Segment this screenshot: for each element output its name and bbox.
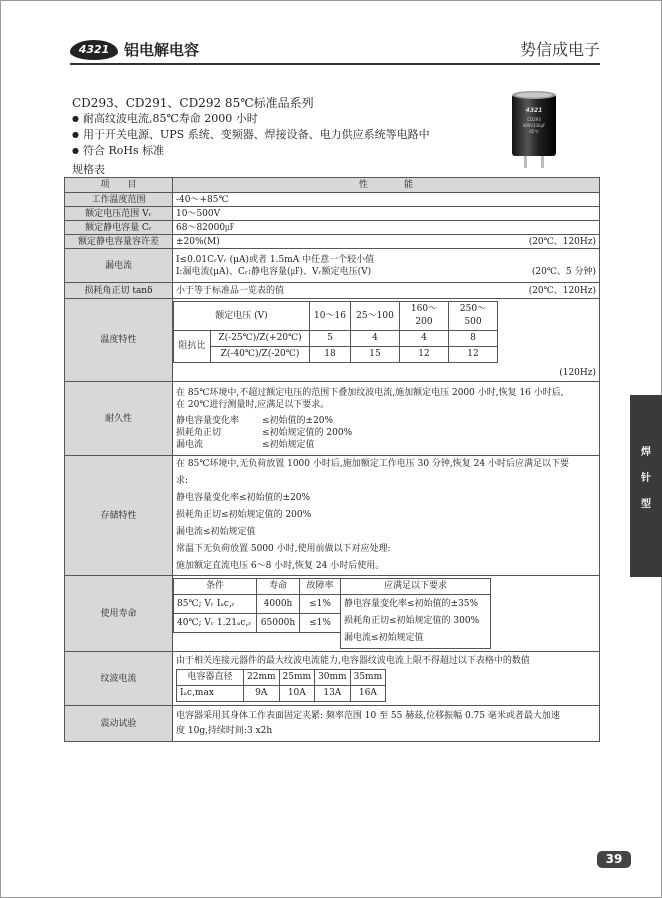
life-requirement: 损耗角正切≤初始规定值的 300% — [344, 616, 480, 626]
spec-table-label: 规格表 — [72, 163, 105, 176]
life-condition: 40℃; Vᵣ 1.21ₐc,ᵣ — [174, 614, 257, 633]
tolerance-value: ±20%(M) — [176, 236, 220, 247]
spec-row-storage — [65, 456, 600, 576]
impedance-row-label: Z(-25℃)/Z(+20℃) — [211, 331, 310, 347]
tan-delta-cell — [173, 283, 600, 299]
life-head: 故障率 — [300, 579, 341, 595]
storage-text: 在 85℃环境中,无负荷放置 1000 小时后,施加额定工作电压 30 分钟,恢复 24 小时后应满足以下要 — [176, 459, 569, 469]
feature-bullet: ● 用于开关电源、UPS 系统、变频器、焊接设备、电力供应系统等电路中 — [72, 127, 430, 143]
spec-row-temp — [65, 193, 600, 207]
spec-row-endurance — [65, 382, 600, 456]
endurance-cell — [173, 382, 600, 456]
capacitor-rating: 400V330μF — [522, 123, 546, 128]
tolerance-cell — [173, 235, 600, 249]
temp-char-cell — [173, 299, 600, 382]
spec-row-tan-delta — [65, 283, 600, 299]
life-failure-rate: ≤1% — [300, 614, 341, 633]
life-table — [173, 578, 491, 649]
endurance-label: 耐久性 — [65, 382, 173, 456]
spec-row-ripple — [65, 652, 600, 706]
life-hours: 4000h — [257, 595, 300, 614]
life-head: 寿命 — [257, 579, 300, 595]
spec-table — [64, 177, 600, 742]
company-name: 势信成电子 — [519, 40, 600, 59]
vibration-text: 电容器采用其身体工作表面固定夹紧: 频率范围 10 至 55 赫兹,位移振幅 0.75 毫米或者最大加速 — [176, 710, 560, 721]
storage-text: 漏电流≤初始规定值 — [176, 527, 256, 537]
ripple-label: 纹波电流 — [65, 652, 173, 706]
ripple-current: 9A — [244, 686, 280, 702]
storage-text: 常温下无负荷放置 5000 小时,使用前做以下对应处理: — [176, 544, 391, 554]
storage-text: 施加额定直流电压 6～8 小时,恢复 24 小时后使用。 — [176, 561, 385, 571]
vibration-cell — [173, 706, 600, 742]
ripple-cell — [173, 652, 600, 706]
impedance-row-label: Z(-40℃)/Z(-20℃) — [211, 347, 310, 363]
feature-bullet: ● 耐高纹波电流,85℃寿命 2000 小时 — [72, 111, 430, 127]
spec-header-row — [65, 178, 600, 193]
tolerance-condition: (20℃、120Hz) — [528, 236, 596, 247]
ripple-diameter: 35mm — [350, 670, 386, 686]
impedance-value: 4 — [400, 331, 449, 347]
temp-char-label: 温度特性 — [65, 299, 173, 382]
series-title: CD293、CD291、CD292 85℃标准品系列 — [72, 96, 314, 110]
tan-delta-condition: (20℃、120Hz) — [528, 285, 596, 296]
storage-text: 静电容量变化率≤初始值的±20% — [176, 493, 311, 503]
side-tab-char: 型 — [641, 499, 651, 510]
ripple-current-label: Iₐc,max — [177, 686, 244, 702]
life-head: 应满足以下要求 — [341, 579, 491, 595]
life-failure-rate: ≤1% — [300, 595, 341, 614]
endurance-text: 在 20℃进行测量时,应满足以下要求。 — [176, 399, 330, 410]
capacitance-label: 额定静电容量 Cᵣ — [65, 221, 173, 235]
endurance-item-name: 损耗角正切 — [176, 427, 222, 438]
capacitor-image — [510, 90, 558, 170]
life-requirements — [341, 595, 491, 649]
page-number: 39 — [597, 851, 631, 868]
tolerance-label: 额定静电容量容许差 — [65, 235, 173, 249]
impedance-value: 5 — [310, 331, 351, 347]
life-condition: 85℃; Vᵣ Iₐc,ᵣ — [174, 595, 257, 614]
tan-delta-label: 损耗角正切 tanδ — [65, 283, 173, 299]
vibration-text: 度 10g,持续时间:3 x2h — [176, 725, 273, 736]
storage-label: 存储特性 — [65, 456, 173, 576]
capacitor-model: CD293 — [527, 117, 541, 122]
ripple-diameter: 22mm — [244, 670, 280, 686]
capacitor-brand: 4321 — [525, 107, 543, 114]
impedance-value: 8 — [449, 331, 498, 347]
endurance-item-value: ≤初始规定值的 200% — [262, 427, 353, 438]
storage-cell — [173, 456, 600, 576]
temp-char-voltage-head: 额定电压 (V) — [174, 302, 310, 331]
tan-delta-value: 小于等于标准品一览表的值 — [176, 285, 285, 296]
endurance-text: 在 85℃环境中,不超过额定电压的范围下叠加纹波电流,施加额定电压 2000 小时,恢复 16 小时后, — [176, 387, 564, 398]
section-side-tab — [630, 395, 662, 577]
ripple-table — [176, 669, 386, 702]
temp-value: -40～+85℃ — [173, 193, 600, 207]
temp-char-frequency: (120Hz) — [559, 368, 596, 378]
series-intro — [72, 95, 430, 159]
spec-row-life — [65, 576, 600, 652]
temp-char-voltage: 160～200 — [400, 302, 449, 331]
spec-row-tolerance — [65, 235, 600, 249]
voltage-label: 额定电压范围 Vᵣ — [65, 207, 173, 221]
impedance-value: 12 — [400, 347, 449, 363]
leakage-cell — [173, 249, 600, 283]
ripple-diameter: 30mm — [315, 670, 351, 686]
life-requirement: 漏电流≤初始规定值 — [344, 633, 424, 643]
spec-row-temp-characteristics — [65, 299, 600, 382]
header-divider — [70, 63, 600, 65]
spec-row-voltage — [65, 207, 600, 221]
spec-row-leakage — [65, 249, 600, 283]
leakage-label: 漏电流 — [65, 249, 173, 283]
leakage-legend: I:漏电流(μA)、Cᵣ:静电容量(㎌)、Vᵣ额定电压(V) — [176, 266, 372, 277]
life-label: 使用寿命 — [65, 576, 173, 652]
impedance-value: 12 — [449, 347, 498, 363]
spec-row-capacitance — [65, 221, 600, 235]
feature-bullet: ● 符合 RoHs 标准 — [72, 143, 430, 159]
life-head: 条件 — [174, 579, 257, 595]
side-tab-char: 针 — [641, 473, 651, 484]
life-requirement: 静电容量变化率≤初始值的±35% — [344, 599, 479, 609]
ripple-current: 16A — [350, 686, 386, 702]
temp-char-voltage: 250～500 — [449, 302, 498, 331]
temp-char-table — [173, 301, 498, 363]
brand-logo: 4321 — [70, 40, 118, 60]
endurance-item-name: 静电容量变化率 — [176, 415, 240, 426]
vibration-label: 震动试验 — [65, 706, 173, 742]
header-performance: 性 能 — [173, 178, 600, 193]
ripple-diameter: 25mm — [279, 670, 315, 686]
temp-label: 工作温度范围 — [65, 193, 173, 207]
header-item: 项 目 — [65, 178, 173, 193]
temp-char-voltage: 10～16 — [310, 302, 351, 331]
endurance-item-name: 漏电流 — [176, 439, 204, 450]
storage-text: 求: — [176, 476, 189, 486]
storage-text: 损耗角正切≤初始规定值的 200% — [176, 510, 312, 520]
ripple-current: 10A — [279, 686, 315, 702]
impedance-value: 15 — [351, 347, 400, 363]
impedance-ratio-label: 阻抗比 — [174, 331, 211, 363]
side-tab-char: 焊 — [641, 447, 651, 458]
capacitor-temp: 85℃ — [529, 129, 539, 134]
endurance-item-value: ≤初始规定值 — [262, 439, 315, 450]
page-header — [70, 40, 600, 64]
leakage-formula: I≤0.01CᵣVᵣ (μA)或者 1.5mA 中任意一个较小值 — [176, 254, 375, 265]
ripple-text: 由于相关连接元器件的最大纹波电流能力,电容器纹波电流上限不得超过以下表格中的数值 — [176, 656, 530, 666]
leakage-condition: (20℃、5 分钟) — [531, 266, 596, 277]
life-cell — [173, 576, 600, 652]
endurance-item-value: ≤初始值的±20% — [262, 415, 334, 426]
ripple-current: 13A — [315, 686, 351, 702]
spec-row-vibration — [65, 706, 600, 742]
life-hours: 65000h — [257, 614, 300, 633]
impedance-value: 4 — [351, 331, 400, 347]
voltage-value: 10～500V — [173, 207, 600, 221]
header-title: 铝电解电容 — [124, 41, 200, 59]
temp-char-voltage: 25～100 — [351, 302, 400, 331]
capacitance-value: 68～82000㎌ — [173, 221, 600, 235]
ripple-diameter-label: 电容器直径 — [177, 670, 244, 686]
impedance-value: 18 — [310, 347, 351, 363]
